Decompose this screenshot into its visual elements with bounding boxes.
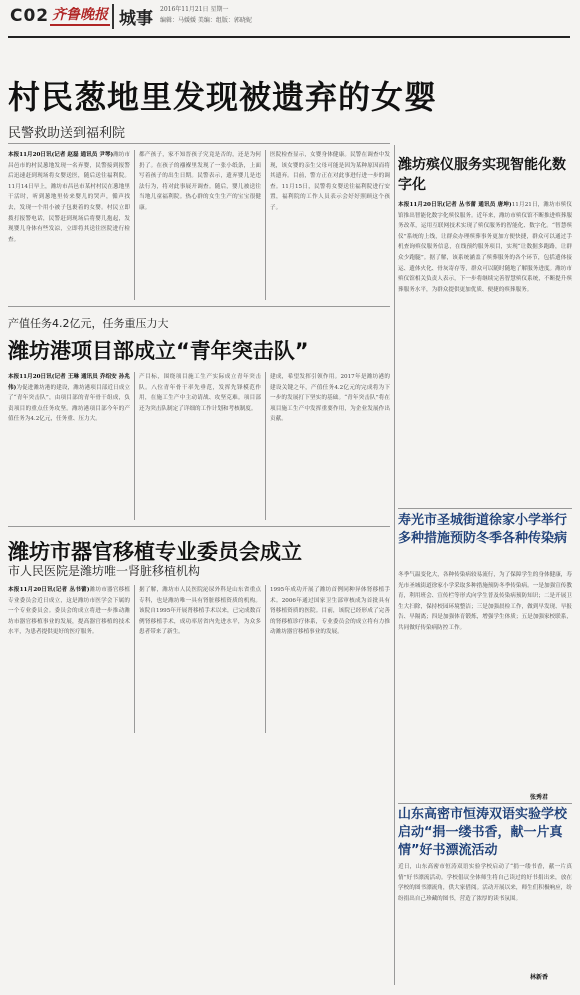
- page-number: C02: [10, 6, 50, 26]
- article2-col-1: 本报11月20日讯(记者 王琳 通讯员 乔绍安 孙兆伟)为促进潍坊港的建设，潍坊港项目部近日成立了“青年突击队”，由项目部的青年骨干组成，负责项目的重点任务攻坚。潍坊港项目部今年的产值任务为4.2亿元，任务重、压力大。: [8, 374, 130, 423]
- column-rule: [265, 372, 266, 520]
- article2-byline: 本报11月20日讯(记者 王琳 通讯员 乔绍安 孙兆伟): [8, 374, 130, 391]
- article2-headline: 潍坊港项目部成立“青年突击队”: [8, 339, 309, 363]
- article2-col-2: 产目标，围绕项目施工生产实际成立青年突击队。八位青年骨干率先垂范，发挥先锋模范作用，在施工生产中主动请战、攻坚克难。项目部还为突击队制定了详细的工作计划和考核制度。: [139, 374, 261, 412]
- article2-col-3: 建成，希望发挥引领作用。2017年是潍坊港的建设关键之年，产值任务4.2亿元的完成将为下一步的发展打下坚实的基础。“青年突击队”将在项目施工生产中发挥重要作用，为企业发展作出贡献。: [270, 374, 390, 423]
- editor-credits: 编辑：马媛媛 美编：组版：郭晓妮: [160, 17, 252, 24]
- newspaper-logo: 齐鲁晚报: [50, 4, 110, 26]
- issue-date: 2016年11月21日 星期一: [160, 6, 229, 13]
- divider: [8, 143, 390, 144]
- blank-area: [8, 740, 390, 985]
- article3-col-3: 1995年成功开展了潍坊首例同种异体肾移植手术。2006年通过国家卫生部审核成为首批具有肾移植资质的医院。目前，该院已经形成了完善的肾移植诊疗体系，专业委员会的成立将有力推动潍坊器官移植事业的发展。: [270, 587, 390, 636]
- main-headline: 村民葱地里发现被遗弃的女婴: [8, 78, 438, 116]
- right3-headline: 山东高密市恒涛双语实验学校启动“捐一缕书香，献一片真情”好书漂流活动: [398, 807, 568, 858]
- right-column-rule: [394, 145, 395, 985]
- column-rule: [134, 585, 135, 733]
- right1-body: 本报11月20日讯(记者 丛书蕾 通讯员 唐坤)11月21日，潍坊市殡仪馆推出智能化数字化殡仪服务。近年来，潍坊市殡仪馆不断推进殡葬服务改革，运用互联网技术实现了殡仪服务的智能化、数字化。“智慧殡仪”系统的上线，让群众办理殡葬事务更加方便快捷，群众可以通过手机查询殡仪服务信息，在线预约服务项目，实现“让数据多跑路，让群众少跑腿”。据了解，该系统涵盖了殡葬服务的各个环节，包括遗体接运、遗体火化、骨灰寄存等，群众可以随时随地了解服务进度。潍坊市殡仪馆相关负责人表示，下一步将继续完善智慧殡仪系统，不断提升殡葬服务水平，为群众提供更加优质、便捷的殡葬服务。: [398, 202, 572, 293]
- column-rule: [265, 150, 266, 300]
- article3-byline: 本报11月20日讯(记者 丛书蕾): [8, 587, 90, 593]
- article3-col-2: 据了解，潍坊市人民医院泌尿外科是山东省重点专科，也是潍坊唯一具有肾脏移植资质的机构。该院自1995年开展肾移植手术以来，已完成数百例肾移植手术，成功率居省内先进水平，为众多患者带来了新生。: [139, 587, 261, 636]
- divider: [398, 803, 572, 804]
- main-article-col-3: 医院检查显示，女婴身体健康。民警在调查中发现，该女婴的亲生父母可能是因为某种原因而将其遗弃。目前，警方正在对此事进行进一步的调查。11月15日，民警将女婴送往福利院进行安置，福利院的工作人员表示会好好照顾这个孩子。: [270, 152, 390, 211]
- header-rule: [8, 36, 570, 38]
- article3-col-1: 本报11月20日讯(记者 丛书蕾)潍坊市器官移植专业委员会近日成立，这是潍坊市医学会下属的一个专业委员会。委员会的成立将进一步推动潍坊市器官移植事业的发展，提高器官移植的技术水平，为患者提供更好的医疗服务。: [8, 587, 130, 636]
- divider: [8, 526, 390, 527]
- main-article-col-2: 都产孩子，家不知晋孩子究竟是否的，还是为何扔了。在孩子的襁褓里发现了一张小纸条，上面写着孩子的出生日期。民警表示，遗弃婴儿是违法行为，将对此事展开调查。随后，婴儿被送往当地儿童福利院。热心群的女生生产的宝宝很健康。: [139, 152, 261, 211]
- right1-byline: 本报11月20日讯(记者 丛书蕾 通讯员 唐坤): [398, 202, 512, 208]
- column-rule: [134, 372, 135, 520]
- article3-headline: 潍坊市器官移植专业委员会成立: [8, 540, 302, 564]
- main-article-col-1: 本报11月20日讯(记者 赵磊 通讯员 尹琴)潍坊市昌邑市的村民葱地发现一名弃婴，民警接到报警后迅速赶到现场将女婴送医，随后送往福利院。11月14日早上，潍坊市昌邑市某村村民在葱地里干活时，听到葱地里传来婴儿的哭声，循声找去，发现一个用小被子包裹着的女婴。村民立即拨打报警电话，民警赶到现场后将婴儿抱起，发现婴儿身体有些发凉，立即将其送往医院进行检查。: [8, 152, 130, 243]
- section-name: 城事: [112, 4, 153, 29]
- column-rule: [265, 585, 266, 733]
- main-byline: 本报11月20日讯(记者 赵磊 通讯员 尹琴): [8, 152, 114, 158]
- right3-body: 近日，山东高密市恒涛双语实验学校启动了“捐一缕书香，献一片真情”好书漂流活动。学校倡议全体师生将自己读过的好书捐出来，放在学校的图书漂流角，供大家借阅。活动开展以来，师生们积极响应，纷纷捐出自己珍藏的图书，营造了浓厚的读书氛围。: [398, 864, 572, 902]
- divider: [398, 508, 572, 509]
- main-subheadline: 民警救助送到福利院: [8, 126, 126, 141]
- right2-signature: 张秀君: [530, 794, 549, 801]
- column-rule: [134, 150, 135, 300]
- right3-signature: 林新香: [530, 974, 549, 981]
- article3-subheadline: 市人民医院是潍坊唯一肾脏移植机构: [8, 564, 201, 578]
- article2-kicker: 产值任务4.2亿元，任务重压力大: [8, 317, 169, 330]
- divider: [8, 306, 390, 307]
- right2-headline: 寿光市圣城街道徐家小学举行多种措施预防冬季各种传染病: [398, 513, 568, 546]
- page-header: [0, 0, 580, 40]
- right1-headline: 潍坊殡仪服务实现智能化数字化: [398, 157, 566, 193]
- right2-body: 冬季气温变化大，各种传染病较易流行，为了保障学生的身体健康，寿光市圣城街道徐家小学采取多种措施预防冬季传染病。一是加强宣传教育，利用班会、宣传栏等形式向学生普及传染病预防知识；二是开展卫生大扫除，保持校园环境整洁；三是加强晨检工作，做到早发现、早报告、早隔离；四是加强体育锻炼，增强学生体质；五是加强家校联系，共同做好传染病防控工作。: [398, 572, 572, 631]
